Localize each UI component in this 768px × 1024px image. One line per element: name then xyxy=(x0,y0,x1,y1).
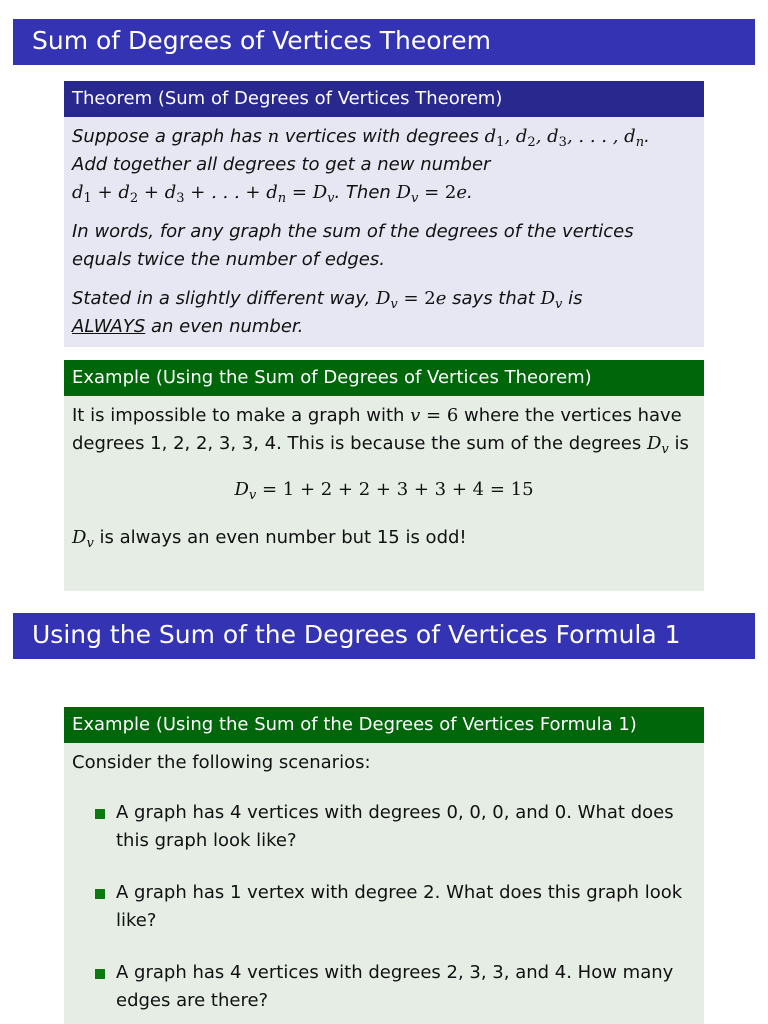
example-header-2: Example (Using the Sum of the Degrees of Vertices Formula 1) xyxy=(64,707,704,743)
theorem-header: Theorem (Sum of Degrees of Vertices Theorem) xyxy=(64,81,704,117)
list-item: A graph has 4 vertices with degrees 2, 3, 3, and 4. How many edges are there? xyxy=(116,959,696,1015)
theorem-paragraph-1: Suppose a graph has n vertices with degrees $d_1$, $d_2$, $d_3$, . . . , $d_n$. Add together all degrees to get a new number $d_1 + d_2 + d_3$ + . . . + $d_n = D_v$. Then $D_v = 2e$. xyxy=(72,126,650,206)
example-body-1 xyxy=(64,396,704,591)
always-underlined: ALWAYS xyxy=(72,316,146,337)
example-block-2 xyxy=(64,707,704,1024)
theorem-paragraph-3: Stated in a slightly different way, $D_v = 2e$ says that $D_v$ is ALWAYS an even number. xyxy=(72,288,583,337)
example-body-2 xyxy=(64,743,704,1024)
example-block-1 xyxy=(64,360,704,591)
theorem-paragraph-2: In words, for any graph the sum of the degrees of the vertices equals twice the number of edges. xyxy=(72,221,634,270)
frame-title-2: Using the Sum of the Degrees of Vertices Formula 1 xyxy=(13,613,755,659)
example-header-1: Example (Using the Sum of Degrees of Vertices Theorem) xyxy=(64,360,704,396)
sum-display-equation: $D_v = 1 + 2 + 2 + 3 + 3 + 4 = 15$ xyxy=(234,479,534,503)
list-item: A graph has 4 vertices with degrees 0, 0, 0, and 0. What does this graph look like? xyxy=(116,799,696,855)
degree-sequence: $d_1$, $d_2$, $d_3$, . . . , $d_n$ xyxy=(484,126,645,150)
theorem-block xyxy=(64,81,704,347)
main-equation: $D_v = 2e$ xyxy=(396,182,468,206)
square-bullet-icon xyxy=(95,809,105,819)
example-1-conclusion: $D_v$ is always an even number but 15 is odd! xyxy=(72,527,467,551)
square-bullet-icon xyxy=(95,889,105,899)
frame-title-1: Sum of Degrees of Vertices Theorem xyxy=(13,19,755,65)
degree-sum-formula: $d_1 + d_2 + d_3$ + . . . + $d_n = D_v$ xyxy=(72,182,335,206)
scenario-list xyxy=(72,799,696,1015)
example-1-paragraph: It is impossible to make a graph with v = 6 where the vertices have degrees 1, 2, 2, 3, 3, 4. This is because the sum of the degrees $D_v$ is xyxy=(72,405,689,457)
list-item: A graph has 1 vertex with degree 2. What does this graph look like? xyxy=(116,879,696,935)
square-bullet-icon xyxy=(95,969,105,979)
theorem-body xyxy=(64,117,704,347)
scenarios-intro: Consider the following scenarios: xyxy=(72,752,371,773)
